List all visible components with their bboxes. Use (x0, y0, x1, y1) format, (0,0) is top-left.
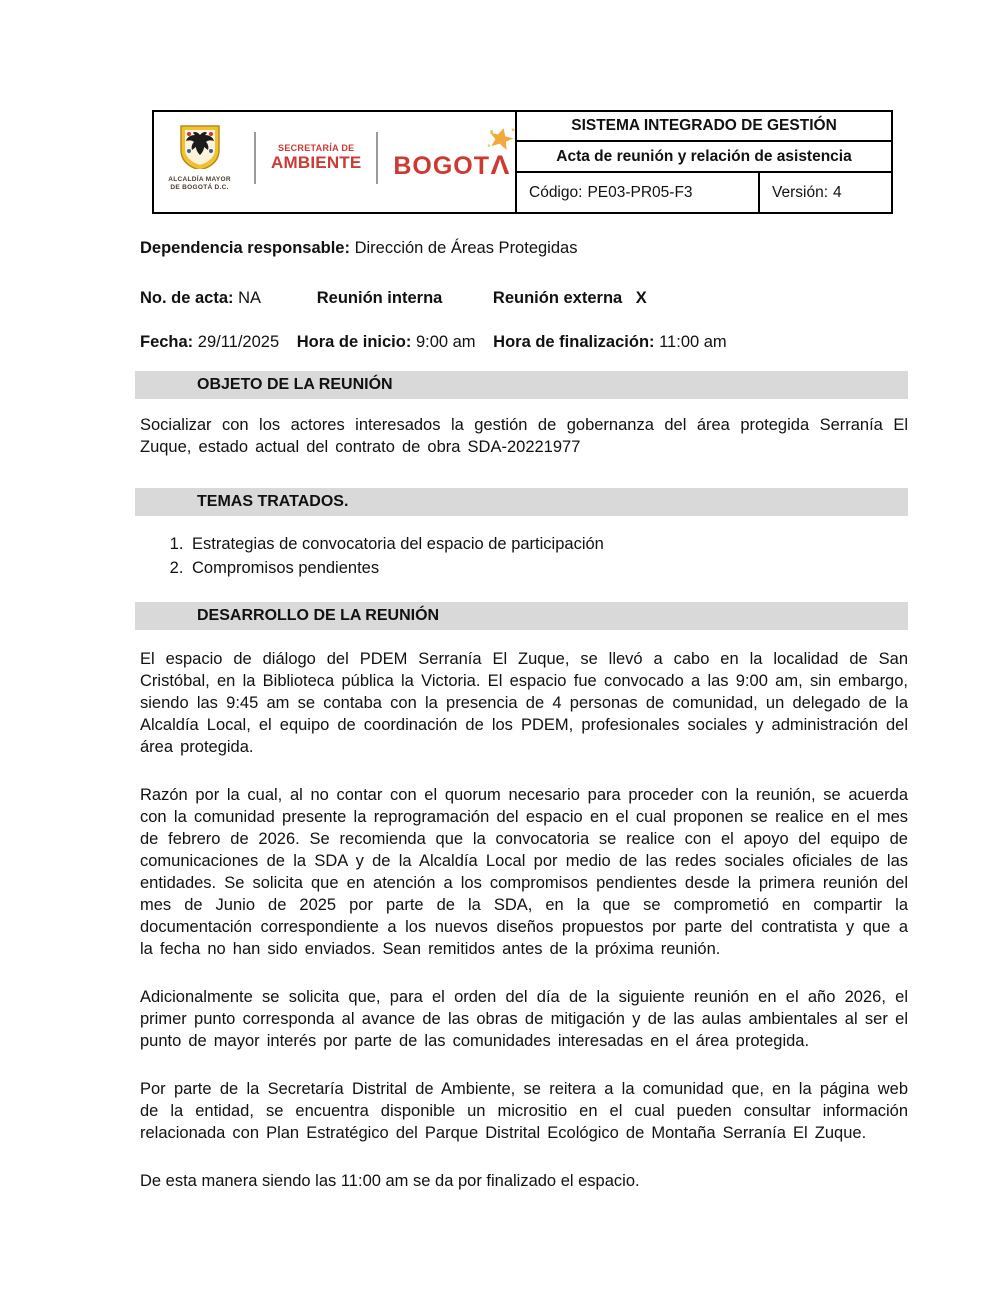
hora-fin-label: Hora de finalización: (493, 333, 655, 351)
version-value: 4 (833, 183, 842, 201)
desarrollo-paragraph: Razón por la cual, al no contar con el quorum necesario para proceder con la reunión, se acuerda con la comunidad presente la reprogramación del espacio en el cual proponen se realice en el mes de febrero de 2026. Se recomienda que la convocatoria se realice con el apoyo del equipo de comunicaciones de la SDA y de la Alcaldía Local por medio de las redes sociales oficiales de las entidades. Se solicita que en atención a los compromisos pendientes desde la primera reunión del mes de Junio de 2025 por parte de la SDA, en la que se comprometió en compartir la documentación correspondiente a los nuevos diseños propuestos por parte del contratista y que a la fecha no han sido enviados. Sean remitidos antes de la próxima reunión. (140, 786, 908, 958)
document-content (140, 110, 908, 1192)
dependencia-field (140, 237, 908, 259)
system-title: SISTEMA INTEGRADO DE GESTIÓN (517, 112, 891, 142)
bogota-logo (393, 136, 509, 181)
reunion-interna-label: Reunión interna (316, 289, 443, 307)
version-cell (760, 173, 891, 212)
doc-title: Acta de reunión y relación de asistencia (517, 142, 891, 173)
desarrollo-paragraph: Por parte de la Secretaría Distrital de Ambiente, se reitera a la comunidad que, en la página web de la entidad, se encuentra disponible un micrositio en el cual pueden consultar información relacionada con Plan Estratégico del Parque Distrital Ecológico de Montaña Serranía El Zuque. (140, 1080, 908, 1142)
section-header-desarrollo (135, 602, 908, 630)
desarrollo-paragraph: Adicionalmente se solicita que, para el orden del día de la siguiente reunión en el año 2026, el primer punto corresponda al avance de las obras de mitigación y de las aulas ambientales al ser el punto de mayor interés por parte de las comunidades interesadas en el área protegida. (140, 988, 908, 1050)
fecha-field (140, 331, 908, 353)
hora-inicio-value: 9:00 am (415, 333, 476, 351)
logo-cell (154, 112, 515, 212)
section-title: DESARROLLO DE LA REUNIÓN (197, 607, 440, 624)
fecha-label: Fecha: (140, 333, 194, 351)
dependencia-label: Dependencia responsable: (140, 239, 350, 257)
acta-label: No. de acta: (140, 289, 234, 307)
bogota-wordmark: BOGOT (393, 151, 490, 180)
acta-value: NA (238, 289, 261, 307)
header-title-column (515, 112, 891, 212)
logo-divider (254, 132, 256, 184)
code-cell (517, 173, 760, 212)
version-label: Versión: (772, 183, 829, 201)
logo-divider (376, 132, 378, 184)
section-title: OBJETO DE LA REUNIÓN (197, 376, 393, 393)
desarrollo-paragraph: El espacio de diálogo del PDEM Serranía El Zuque, se llevó a cabo en la localidad de San Cristóbal, en la Biblioteca pública la Victoria. El espacio fue convocado a las 9:00 am, sin embargo, siendo las 9:45 am se contaba con la presencia de 4 personas de comunidad, un delegado de la Alcaldía Local, el equipo de coordinación de los PDEM, profesionales sociales y administración del área protegida. (140, 650, 908, 756)
bogota-lambda: Λ (490, 149, 510, 180)
reunion-externa-label: Reunión externa (492, 289, 623, 307)
temas-list (140, 532, 908, 580)
tema-item: 1. Estrategias de convocatoria del espacio de participación (188, 532, 908, 556)
acta-field (140, 287, 908, 309)
code-version-row (517, 173, 891, 212)
section-title: TEMAS TRATADOS. (197, 493, 349, 510)
secretaria-ambiente-logo: SECRETARÍA DE AMBIENTE (271, 143, 362, 172)
code-value: PE03-PR05-F3 (587, 183, 693, 201)
desarrollo-closing-line: De esta manera siendo las 11:00 am se da por finalizado el espacio. (140, 1172, 640, 1190)
section-header-objeto (135, 371, 908, 399)
tema-item: 2. Compromisos pendientes (188, 556, 908, 580)
reunion-externa-value: X (635, 289, 647, 307)
alcaldia-caption: ALCALDÍA MAYOR DE BOGOTÁ D.C. (168, 175, 231, 191)
objeto-body: Socializar con los actores interesados la gestión de gobernanza del área protegida Serranía El Zuque, estado actual del contrato de obra SDA-20221977 (140, 416, 908, 456)
header-table (152, 110, 893, 214)
hora-fin-value: 11:00 am (659, 333, 727, 351)
alcaldia-logo (160, 125, 239, 192)
code-label: Código: (529, 183, 583, 201)
hora-inicio-label: Hora de inicio: (296, 333, 412, 351)
alcaldia-shield-icon (178, 125, 222, 174)
dependencia-value: Dirección de Áreas Protegidas (354, 239, 578, 257)
fecha-value: 29/11/2025 (197, 333, 280, 351)
section-header-temas (135, 488, 908, 516)
